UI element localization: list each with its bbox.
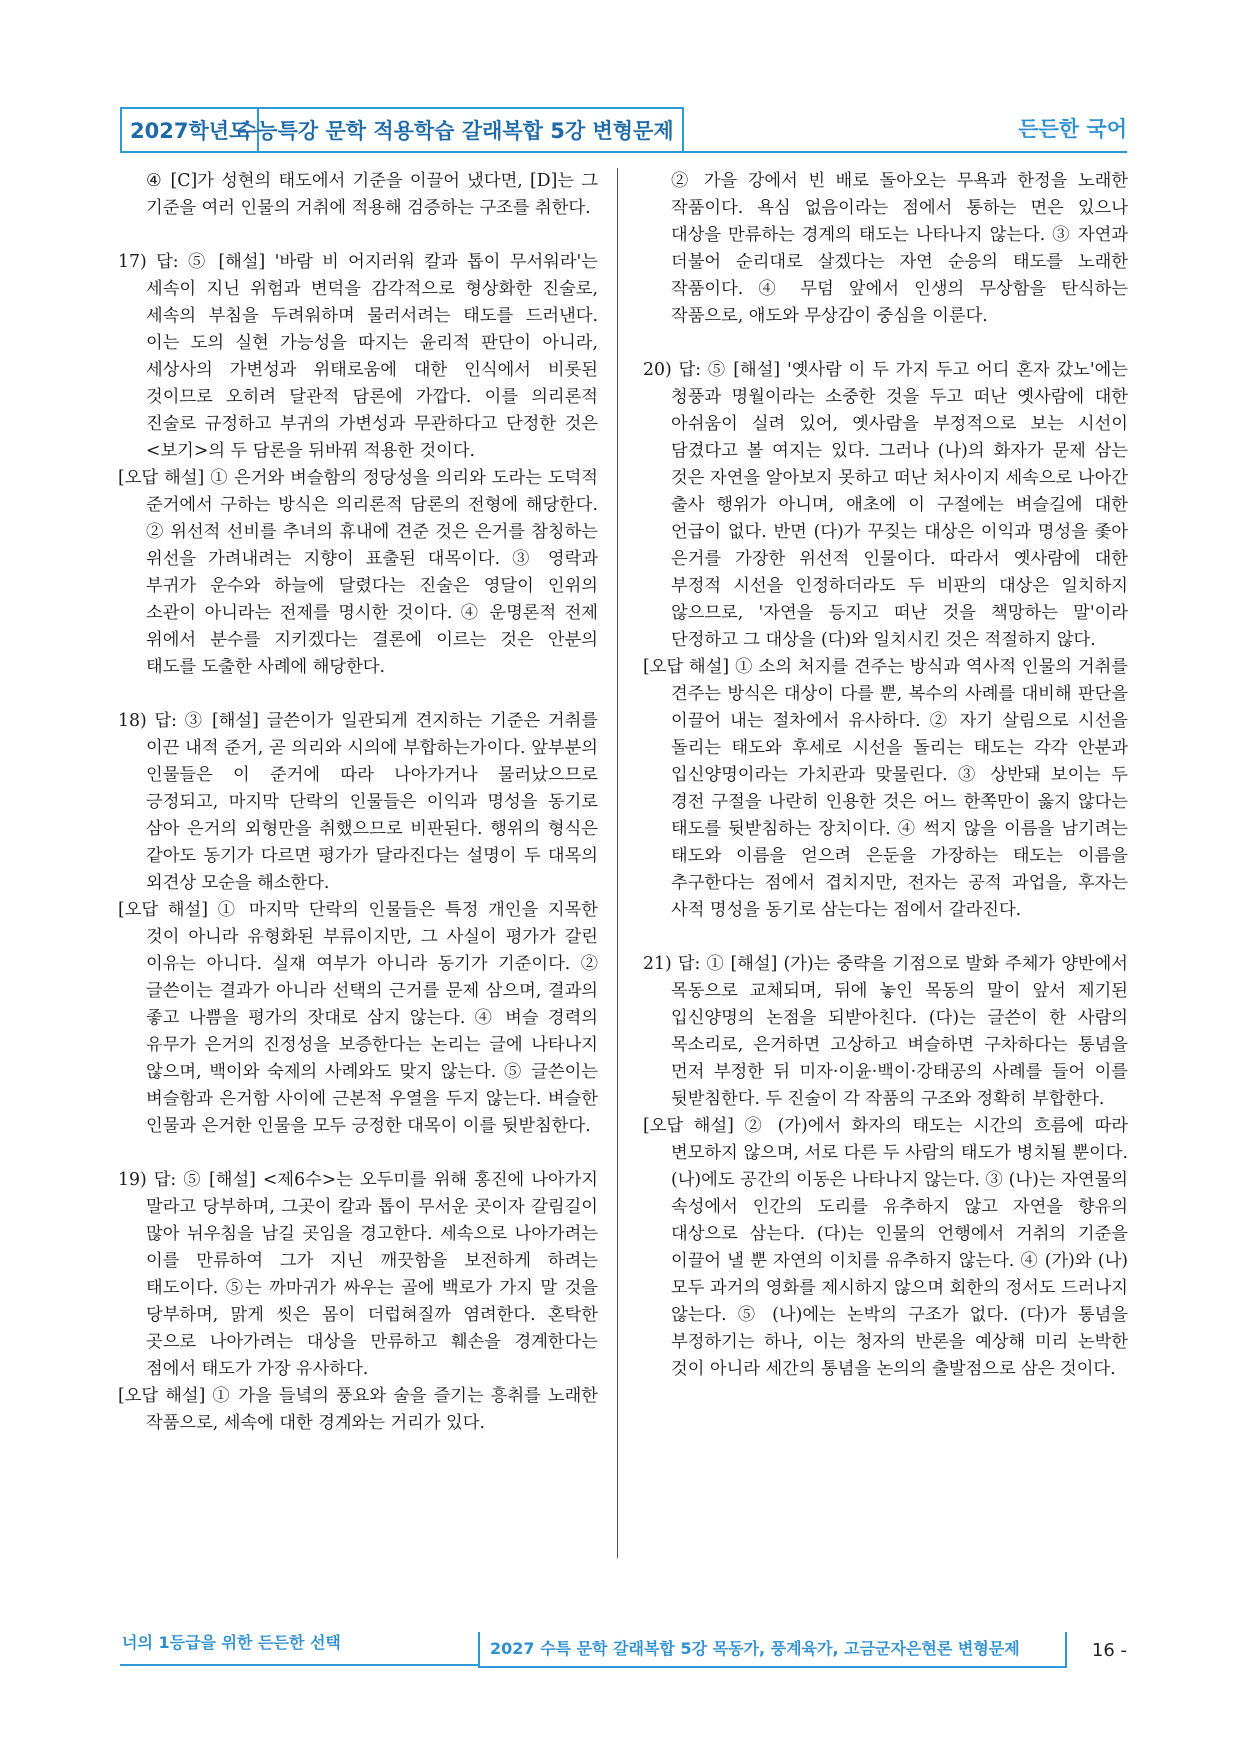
column-divider (617, 168, 618, 1558)
footer-subtitle: 2027 수특 문학 갈래복합 5강 목동가, 풍계육가, 고금군자은현론 변형문제 (478, 1632, 1067, 1668)
header-title: 수능특강 문학 적용학습 갈래복합 5강 변형문제 (229, 107, 684, 151)
choice-4-paragraph: ④ [C]가 성현의 태도에서 기준을 이끌어 냈다면, [D]는 그 기준을 여러 인물의 거취에 적용해 검증하는 구조를 취한다. (146, 171, 598, 218)
header-brand: 든든한 국어 (1018, 117, 1127, 141)
header-year: 2027학년도 (120, 107, 259, 151)
page-footer (120, 1628, 1127, 1668)
left-column (118, 168, 598, 1437)
q18-wrong-explanation: [오답 해설] ① 마지막 단락의 인물들은 특정 개인을 지목한 것이 아니라 유형화된 부류이지만, 그 사실이 평가가 갈린 이유는 아니다. 실재 여부가 아니라 동기가 기준이다. ② 글쓴이는 결과가 아니라 선택의 근거를 문제 삼으며, 결과의 좋고 나쁨을 평가의 잣대로 삼지 않는다. ④ 벼슬 경력의 유무가 은거의 진정성을 보증한다는 논리는 글에 나타나지 않으며, 백이와 숙제의 사례와도 맞지 않는다. ⑤ 글쓴이는 벼슬함과 은거함 사이에 근본적 우열을 두지 않는다. 벼슬한 인물과 은거한 인물을 모두 긍정한 대목이 이를 뒷받침한다. (118, 900, 598, 1136)
footer-slogan: 너의 1등급을 위한 든든한 선택 (120, 1628, 478, 1666)
q17-answer: 17) 답: ⑤ [해설] '바람 비 어지러워 칼과 톱이 무서워라'는 세속이 지닌 위험과 변덕을 감각적으로 형상화한 진술로, 세속의 부침을 두려워하며 물러서려는 태도를 드러낸다. 이는 도의 실현 가능성을 따지는 윤리적 판단이 아니라, 세상사의 가변성과 위태로움에 대한 인식에서 비롯된 것이므로 오히려 달관적 담론에 가깝다. 이를 의리론적 진술로 규정하고 부귀의 가변성과 무관하다고 단정한 것은 <보기>의 두 담론을 뒤바꿔 적용한 것이다. (118, 252, 598, 461)
q19-wrong-explanation: [오답 해설] ① 가을 들녘의 풍요와 술을 즐기는 흥취를 노래한 작품으로, 세속에 대한 경계와는 거리가 있다. (118, 1386, 598, 1433)
q21-answer: 21) 답: ① [해설] (가)는 중략을 기점으로 발화 주체가 양반에서 목동으로 교체되며, 뒤에 놓인 목동의 말이 앞서 제기된 입신양명의 논점을 되받아친다. (다)는 글쓴이 한 사람의 목소리로, 은거하면 고상하고 벼슬하면 구차하다는 통념을 먼저 부정한 뒤 미자·이윤·백이·강태공의 사례를 들어 이를 뒷받침한다. 두 진술이 각 작품의 구조와 정확히 부합한다. (643, 954, 1128, 1109)
q20-answer: 20) 답: ⑤ [해설] '옛사람 이 두 가지 두고 어디 혼자 갔노'에는 청풍과 명월이라는 소중한 것을 두고 떠난 옛사람에 대한 아쉬움이 실려 있어, 옛사람을 부정적으로 보는 시선이 담겼다고 볼 여지는 있다. 그러나 (나)의 화자가 문제 삼는 것은 자연을 알아보지 못하고 떠난 처사이지 세속으로 나아간 출사 행위가 아니며, 애초에 이 구절에는 벼슬길에 대한 언급이 없다. 반면 (다)가 꾸짖는 대상은 이익과 명성을 좇아 은거를 가장한 위선적 인물이다. 따라서 옛사람에 대한 부정적 시선을 인정하더라도 두 비판의 대상은 일치하지 않으므로, '자연을 등지고 떠난 것을 책망하는 말'이라 단정하고 그 대상을 (다)와 일치시킨 것은 적절하지 않다. (643, 360, 1128, 650)
q19-answer: 19) 답: ⑤ [해설] <제6수>는 오두미를 위해 홍진에 나아가지 말라고 당부하며, 그곳이 칼과 톱이 무서운 곳이자 갈림길이 많아 뉘우침을 남길 곳임을 경고한다. 세속으로 나아가려는 이를 만류하여 그가 지닌 깨끗함을 보전하게 하려는 태도이다. ⑤는 까마귀가 싸우는 골에 백로가 가지 말 것을 당부하며, 맑게 씻은 몸이 더럽혀질까 염려한다. 혼탁한 곳으로 나아가려는 대상을 만류하고 훼손을 경계한다는 점에서 태도가 가장 유사하다. (118, 1170, 598, 1379)
q20-wrong-explanation: [오답 해설] ① 소의 처지를 견주는 방식과 역사적 인물의 거취를 견주는 방식은 대상이 다를 뿐, 복수의 사례를 대비해 판단을 이끌어 내는 절차에서 유사하다. ② 자기 살림으로 시선을 돌리는 태도와 후세로 시선을 돌리는 태도는 각각 안분과 입신양명이라는 가치관과 맞물린다. ③ 상반돼 보이는 두 경전 구절을 나란히 인용한 것은 어느 한쪽만이 옳지 않다는 태도를 뒷받침하는 장치이다. ④ 썩지 않을 이름을 남기려는 태도와 이름을 얻으려 은둔을 가장하는 태도는 이름을 추구한다는 점에서 겹치지만, 전자는 공적 과업을, 후자는 사적 명성을 동기로 삼는다는 점에서 갈라진다. (643, 657, 1128, 920)
q21-wrong-explanation: [오답 해설] ② (가)에서 화자의 태도는 시간의 흐름에 따라 변모하지 않으며, 서로 다른 두 사람의 태도가 병치될 뿐이다. (나)에도 공간의 이동은 나타나지 않는다. ③ (나)는 자연물의 속성에서 인간의 도리를 유추하지 않고 자연을 향유의 대상으로 삼는다. (다)는 인물의 언행에서 거취의 기준을 이끌어 낼 뿐 자연의 이치를 유추하지 않는다. ④ (가)와 (나) 모두 과거의 영화를 제시하지 않으며 회한의 정서도 드러나지 않는다. ⑤ (나)에는 논박의 구조가 없다. (다)가 통념을 부정하기는 하나, 이는 청자의 반론을 예상해 미리 논박한 것이 아니라 세간의 통념을 논의의 출발점으로 삼은 것이다. (643, 1116, 1128, 1379)
page-header (120, 107, 1127, 153)
q19-wrong-continued: ② 가을 강에서 빈 배로 돌아오는 무욕과 한정을 노래한 작품이다. 욕심 없음이라는 점에서 통하는 면은 있으나 대상을 만류하는 경계의 태도는 나타나지 않는다. ③ 자연과 더불어 순리대로 살겠다는 자연 순응의 태도를 노래한 작품이다. ④ 무덤 앞에서 인생의 무상함을 탄식하는 작품으로, 애도와 무상감이 중심을 이룬다. (671, 171, 1128, 326)
q17-wrong-explanation: [오답 해설] ① 은거와 벼슬함의 정당성을 의리와 도라는 도덕적 준거에서 구하는 방식은 의리론적 담론의 전형에 해당한다. ② 위선적 선비를 추녀의 휴내에 견준 것은 은거를 참칭하는 위선을 가려내려는 지향이 표출된 대목이다. ③ 영락과 부귀가 운수와 하늘에 달렸다는 진술은 영달이 인위의 소관이 아니라는 전제를 명시한 것이다. ④ 운명론적 전제 위에서 분수를 지키겠다는 결론에 이르는 것은 안분의 태도를 도출한 사례에 해당한다. (118, 468, 598, 677)
page-number: 16 - (1091, 1640, 1127, 1661)
q18-answer: 18) 답: ③ [해설] 글쓴이가 일관되게 견지하는 기준은 거취를 이끈 내적 준거, 곧 의리와 시의에 부합하는가이다. 앞부분의 인물들은 이 준거에 따라 나아가거나 물러났으므로 긍정되고, 마지막 단락의 인물들은 이익과 명성을 동기로 삼아 은거의 외형만을 취했으므로 비판된다. 행위의 형식은 같아도 동기가 다르면 평가가 달라진다는 설명이 두 대목의 외견상 모순을 해소한다. (118, 711, 598, 893)
right-column (643, 168, 1128, 1383)
